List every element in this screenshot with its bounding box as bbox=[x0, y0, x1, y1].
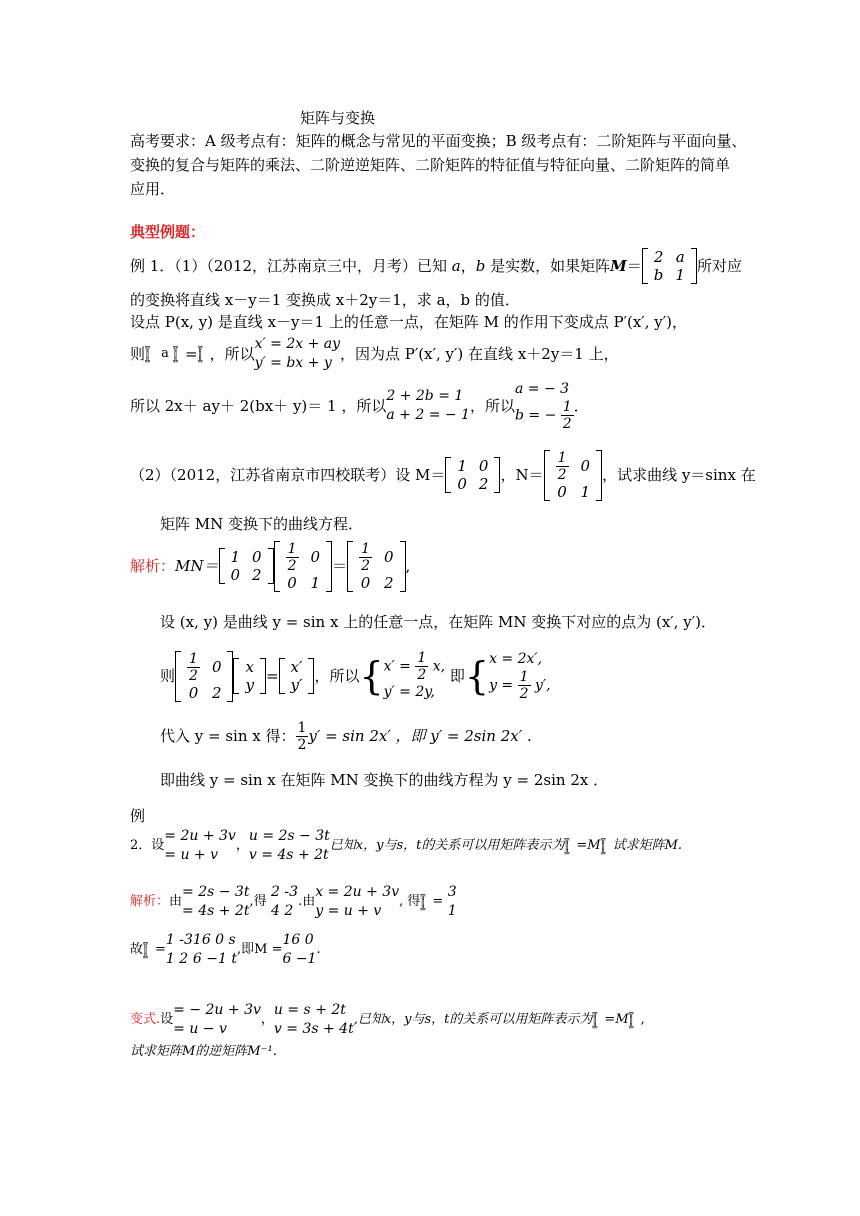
got-label: ,得 bbox=[249, 894, 267, 909]
brace-glyph: { bbox=[359, 654, 384, 698]
fraction-half: $\frac{1}{2}$ bbox=[297, 719, 307, 753]
analysis-label-2: 解析： bbox=[130, 894, 170, 909]
then-label: 则 bbox=[130, 345, 146, 363]
matrix-d: $\frac{1}{2}$ 0 0 2 bbox=[175, 651, 233, 702]
variant-label: 变式. bbox=[130, 1012, 161, 1027]
conclusion-line: 即曲线 y = sin x 在矩阵 MN 变换下的曲线方程为 y = 2sin 2x ． bbox=[160, 771, 609, 789]
so-line-text: 所以 2x＋ ay＋ 2(bx＋ y)＝ 1 ，所以 bbox=[130, 397, 387, 415]
vector-xy-prime: x′ y′ bbox=[279, 658, 315, 694]
vector-xy: x y bbox=[233, 658, 265, 694]
let-line: 设 (x, y) 是曲线 y = sin x 上的任意一点，在矩阵 MN 变换下对应的点为 (x′, y′)． bbox=[160, 613, 716, 631]
brace-glyph: { bbox=[464, 654, 490, 698]
analysis-mn-row: 解析： MN＝ 1 0 0 2 $\frac{1}{2}$ 0 0 1 ＝ $\frac{1}{2}$ 0 0 2 , bbox=[130, 540, 411, 592]
matrix-m2: 1 0 0 2 bbox=[445, 457, 500, 493]
example-2-num: 2．设 bbox=[130, 838, 165, 853]
so-label: ，所以 bbox=[209, 345, 255, 363]
matrix-b: $\frac{1}{2}$ 0 0 1 bbox=[274, 541, 332, 592]
example-2-hence-row: 故 ╦ ║ ╩ = 1 -3 1 2 16 0 s 6 −1 t ,即M = 16 0 6 −1 . bbox=[130, 932, 321, 967]
system-ex2-e: x = 2u + 3v y = u + v bbox=[315, 884, 400, 919]
garbled-glyph: ╦ ║ ╩ bbox=[600, 835, 606, 857]
substitute-label: 代入 y = sin x 得： bbox=[160, 727, 296, 745]
system-ex2-f: 3 1 bbox=[443, 884, 457, 919]
part-2-text: （2）（2012，江苏省南京市四校联考）设 M＝ bbox=[130, 466, 446, 484]
garbled-glyph: ╦ ║ ╩ bbox=[628, 1009, 634, 1031]
so2-label: ，所以 bbox=[469, 397, 515, 415]
example-1-line-2: 的变换将直线 x－y＝1 变换成 x＋2y＝1，求 a，b 的值． bbox=[130, 291, 520, 309]
example-2-row: 2．设 = 2u + 3v = u + v ， u = 2s − 3t v = 4s + 2t 已知x，y与s，t的关系可以用矩阵表示为 ╦ ║ ╩ = M ╦ ║ ╩ 试求矩阵M. bbox=[130, 828, 683, 863]
system-1: x′ = 2x + ay y′ = bx + y bbox=[254, 336, 341, 371]
system-ex2-h: 16 0 s 6 −1 t bbox=[192, 932, 237, 967]
example-1-so-row: 所以 2x＋ ay＋ 2(bx＋ y)＝ 1 ，所以 2 + 2b = 1 a + 2 = − 1 ，所以 a = − 3 b = − $\frac{1}{2}$ ． bbox=[130, 381, 589, 432]
example-2-analysis-row: 解析： 由 = 2s − 3t = 4s + 2t ,得 2 -3 4 2 .由 x = 2u + 3v y = u + v , 得 ╦ ║ ╩ = 3 1 bbox=[130, 884, 457, 919]
system-3: a = − 3 b = − $\frac{1}{2}$ bbox=[514, 381, 572, 432]
system-4: x′ = $\frac{1}{2}$ x, y′ = 2y, bbox=[383, 650, 446, 700]
page-title: 矩阵与变换 bbox=[300, 109, 376, 127]
by-label: 由 bbox=[169, 894, 183, 909]
ie-label: 即 bbox=[449, 667, 465, 685]
got2-label: , 得 bbox=[399, 894, 421, 909]
garbled-glyph: ╦ ║ ╩ bbox=[564, 835, 570, 857]
variant-text: 设 bbox=[160, 1012, 174, 1027]
part-2c-text: ，试求曲线 y＝sinx 在 bbox=[602, 466, 756, 484]
part-2b-text: ，N＝ bbox=[500, 466, 544, 484]
hence-label: 故 bbox=[130, 942, 144, 957]
analysis-label: 解析： bbox=[130, 557, 176, 575]
example-1-text: 例 1．（1）（2012，江苏南京三中，月考）已知 bbox=[130, 257, 448, 275]
example-2-text-2: 试求矩阵M. bbox=[612, 838, 683, 853]
then-system-row: 则 $\frac{1}{2}$ 0 0 2 x y = x′ y′ ，所以 { x′ = $\frac{1}{2}$ x, y′ = 2y, 即 { x = 2x′, y = $\frac{1}{2}$ y′, bbox=[160, 650, 551, 702]
requirements-line-2: 变换的复合与矩阵的乘法、二阶逆逆矩阵、二阶矩阵的特征值与特征向量、二阶矩阵的简单 bbox=[130, 156, 731, 174]
requirements-line-1: 高考要求：A 级考点有：矩阵的概念与常见的平面变换；B 级考点有：二阶矩阵与平面向量、 bbox=[130, 132, 747, 150]
garbled-glyph: ╦ ║ ╩ bbox=[592, 1009, 598, 1031]
system-var-b: u = s + 2t v = 3s + 4t bbox=[273, 1002, 354, 1037]
matrix-c: $\frac{1}{2}$ 0 0 2 bbox=[347, 541, 405, 592]
variant-last-line: 试求矩阵M的逆矩阵M⁻¹. bbox=[130, 1044, 277, 1059]
example-1-then-row: 则 ╦ ║ ╩ a ╦ ║ ╩ = ╦ ║ ╩ ，所以 x′ = 2x + ay y′ = bx + y ，因为点 P′(x′, y′) 在直线 x＋2y＝1 上， bbox=[130, 336, 619, 371]
garbled-glyph: ╦ ║ ╩ bbox=[197, 343, 203, 365]
substitute-text: y′ = sin 2x′ ，即 y′ = 2sin 2x′ ． bbox=[308, 727, 542, 745]
garbled-glyph: ╦ ║ ╩ bbox=[173, 343, 178, 365]
because-text: ，因为点 P′(x′, y′) 在直线 x＋2y＝1 上， bbox=[340, 345, 619, 363]
system-ex2-i: 16 0 6 −1 bbox=[282, 932, 317, 967]
garbled-glyph: ╦ ║ ╩ bbox=[145, 343, 150, 365]
section-heading: 典型例题： bbox=[130, 223, 206, 241]
so3-label: ，所以 bbox=[314, 667, 360, 685]
then2-label: 则 bbox=[160, 667, 176, 685]
variant-row: 变式. 设 = − 2u + 3v = u − v ， u = s + 2t v = 3s + 4t ,已知x，y与s，t的关系可以用矩阵表示为 ╦ ║ ╩ = M ╦ ║ ╩ , bbox=[130, 1002, 645, 1037]
matrix-a: 1 0 0 2 bbox=[219, 548, 274, 584]
from-label: .由 bbox=[298, 894, 316, 909]
system-2: 2 + 2b = 1 a + 2 = − 1 bbox=[386, 388, 470, 423]
im-label: ,即M = bbox=[237, 942, 283, 957]
system-5: x = 2x′, y = $\frac{1}{2}$ y′, bbox=[489, 651, 551, 702]
example-1-text-3: 所对应 bbox=[696, 257, 742, 275]
substitute-row bbox=[160, 718, 542, 754]
system-ex2-a: = 2u + 3v = u + v bbox=[164, 828, 236, 863]
system-ex2-b: u = 2s − 3t v = 4s + 2t bbox=[248, 828, 330, 863]
example-1-line-3: 设点 P(x, y) 是直线 x－y＝1 上的任意一点，在矩阵 M 的作用下变成点 P′(x′, y′)， bbox=[130, 313, 687, 331]
garbled-glyph: ╦ ║ ╩ bbox=[420, 891, 426, 913]
example-1-part-2 bbox=[130, 448, 756, 502]
matrix-m: 2 a b 1 bbox=[642, 248, 697, 284]
example-1-text-2: 是实数，如果矩阵 bbox=[490, 257, 611, 275]
garbled-glyph: ╦ ║ ╩ bbox=[143, 939, 148, 961]
system-ex2-d: 2 -3 4 2 bbox=[266, 884, 299, 919]
part-2d-text: 矩阵 MN 变换下的曲线方程． bbox=[160, 515, 364, 533]
system-ex2-c: = 2s − 3t = 4s + 2t bbox=[182, 884, 250, 919]
system-ex2-g: 1 -3 1 2 bbox=[165, 932, 193, 967]
matrix-n: $\frac{1}{2}$ 0 0 1 bbox=[544, 450, 602, 501]
example-2-text: 已知x，y与s，t的关系可以用矩阵表示为 bbox=[329, 838, 565, 853]
system-var-a: = − 2u + 3v = u − v bbox=[173, 1002, 261, 1037]
example-1-intro: 例 1．（1）（2012，江苏南京三中，月考）已知 a ， b 是实数，如果矩阵 M ＝ 2 a b 1 所对应 bbox=[130, 248, 742, 284]
example-2-label: 例 bbox=[130, 807, 146, 825]
requirements-line-3: 应用． bbox=[130, 180, 176, 198]
variant-text-2: ,已知x，y与s，t的关系可以用矩阵表示为 bbox=[353, 1012, 593, 1027]
mn-label: MN＝ bbox=[175, 557, 219, 575]
